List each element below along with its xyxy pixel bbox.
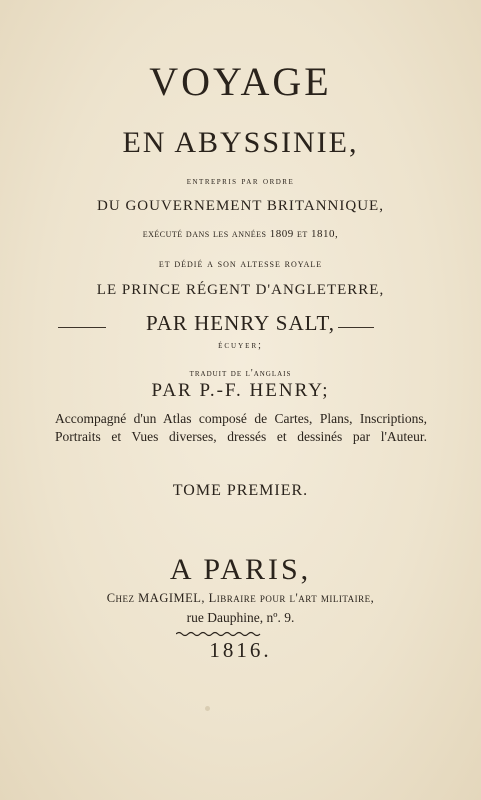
subtitle-line-2: DU GOUVERNEMENT BRITANNIQUE, <box>97 198 384 214</box>
ornament-rule <box>176 631 262 637</box>
author-rank: écuyer; <box>218 340 263 351</box>
title-line-1: VOYAGE <box>149 59 332 104</box>
atlas-description: Accompagné d'un Atlas composé de Cartes, Plans, Inscriptions, Portraits et Vues diverses, dressés et dessinés par l'Auteur. <box>55 411 427 444</box>
author-name: PAR HENRY SALT, <box>145 311 336 335</box>
imprint-city: A PARIS, <box>169 553 312 586</box>
imprint-publisher: Chez MAGIMEL, Libraire pour l'art militaire, <box>106 591 375 605</box>
imprint-address: rue Dauphine, nº. 9. <box>186 610 295 625</box>
title-line-2: EN ABYSSINIE, <box>122 126 359 159</box>
subtitle-line-1: entrepris par ordre <box>186 176 295 187</box>
translator-name: PAR P.-F. HENRY; <box>151 380 330 401</box>
paper-spot <box>205 706 210 711</box>
subtitle-line-3: exécuté dans les années 1809 et 1810, <box>142 228 339 240</box>
translator-label: traduit de l'anglais <box>189 368 292 379</box>
volume-label: TOME PREMIER. <box>172 482 309 499</box>
left-rule <box>58 327 106 328</box>
imprint-year: 1816. <box>209 638 272 662</box>
subtitle-line-5: LE PRINCE RÉGENT D'ANGLETERRE, <box>96 282 385 298</box>
subtitle-line-4: et dédié a son altesse royale <box>158 258 323 270</box>
right-rule <box>338 327 374 328</box>
